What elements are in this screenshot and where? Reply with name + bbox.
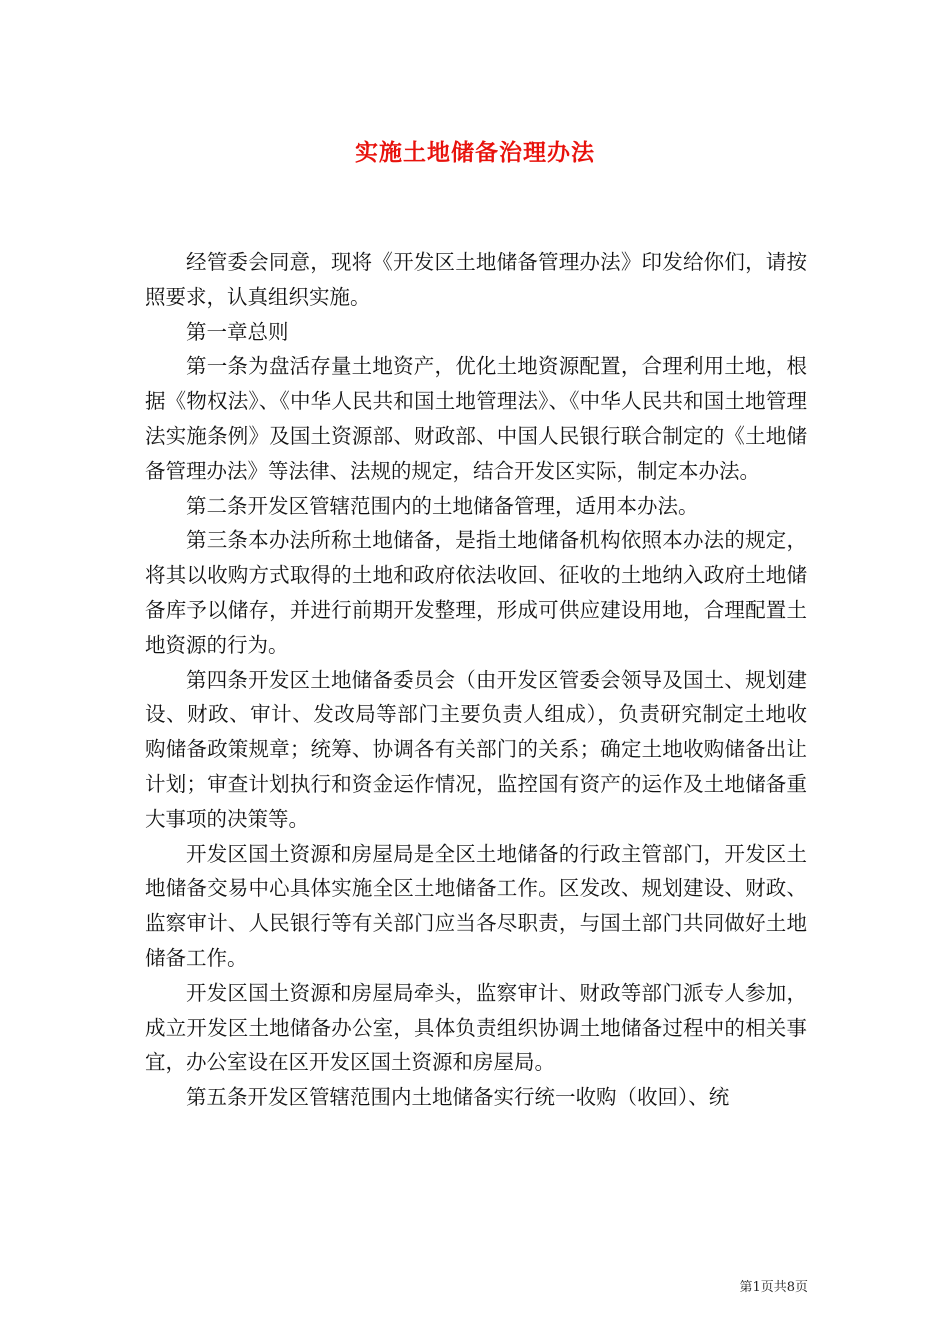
document-title: 实施土地储备治理办法 xyxy=(355,139,595,166)
paragraph: 第二条开发区管辖范围内的土地储备管理，适用本办法。 xyxy=(186,493,699,518)
paragraph: 第四条开发区土地储备委员会（由开发区管委会领导及国土、规划建设、财政、审计、发改局等部门主要负责人组成），负责研究制定土地收购储备政策规章；统筹、协调各有关部门的关系；确定土地收购储备出让计划；审查计划执行和资金运作情况，监控国有资产的运作及土地储备重大事项的决策等。 xyxy=(145,667,807,831)
paragraph: 开发区国土资源和房屋局牵头，监察审计、财政等部门派专人参加，成立开发区土地储备办公室，具体负责组织协调土地储备过程中的相关事宜，办公室设在区开发区国土资源和房屋局。 xyxy=(145,980,807,1075)
paragraph: 第三条本办法所称土地储备，是指土地储备机构依照本办法的规定，将其以收购方式取得的土地和政府依法收回、征收的土地纳入政府土地储备库予以储存，并进行前期开发整理，形成可供应建设用地，合理配置土地资源的行为。 xyxy=(145,528,807,657)
page-number: 第1页共8页 xyxy=(739,1280,808,1295)
paragraph: 开发区国土资源和房屋局是全区土地储备的行政主管部门，开发区土地储备交易中心具体实施全区土地储备工作。区发改、规划建设、财政、监察审计、人民银行等有关部门应当各尽职责，与国土部门共同做好土地储备工作。 xyxy=(145,841,807,970)
document-body xyxy=(145,245,807,1115)
paragraph: 经管委会同意，现将《开发区土地储备管理办法》印发给你们，请按照要求，认真组织实施。 xyxy=(145,250,807,309)
paragraph: 第一条为盘活存量土地资产，优化土地资源配置，合理利用土地，根据《物权法》、《中华人民共和国土地管理法》、《中华人民共和国土地管理法实施条例》及国土资源部、财政部、中国人民银行联合制定的《土地储备管理办法》等法律、法规的规定，结合开发区实际，制定本办法。 xyxy=(145,354,807,483)
chapter-heading: 第一章总则 xyxy=(186,319,289,344)
paragraph: 第五条开发区管辖范围内土地储备实行统一收购（收回）、统 xyxy=(186,1085,730,1110)
